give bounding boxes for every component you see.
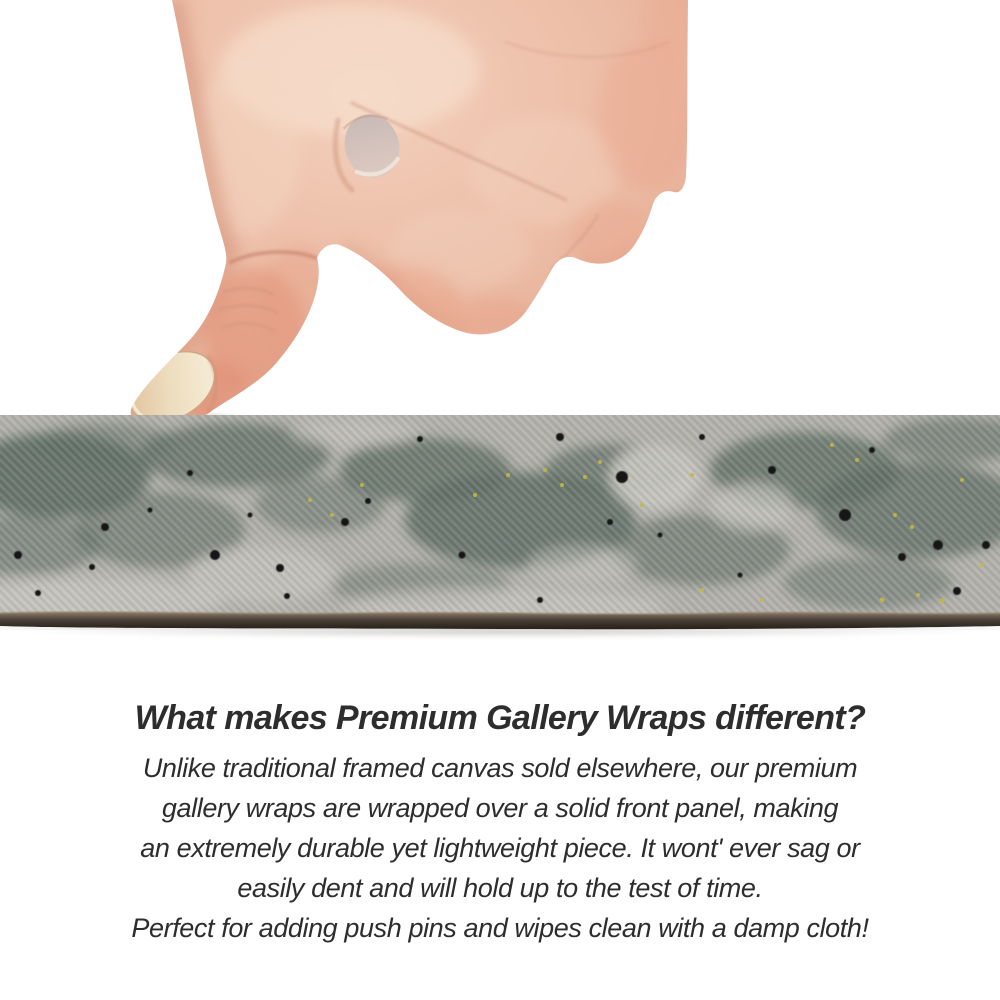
canvas-board-edge — [0, 612, 1000, 629]
body-line-4: easily dent and will hold up to the test of time. — [237, 873, 763, 903]
marketing-text — [0, 699, 1000, 948]
body-line-3: an extremely durable yet lightweight piece. It wont' ever sag or — [140, 833, 860, 863]
body-line-1: Unlike traditional framed canvas sold elsewhere, our premium — [142, 753, 858, 783]
headline: What makes Premium Gallery Wraps different? — [134, 699, 866, 737]
body-line-5: Perfect for adding push pins and wipes clean with a damp cloth! — [131, 913, 869, 943]
hand-photo — [0, 0, 1000, 435]
body-line-2: gallery wraps are wrapped over a solid front panel, making — [161, 793, 839, 823]
canvas-edge-shadow — [8, 629, 992, 638]
canvas-edge-photo — [0, 415, 1000, 630]
